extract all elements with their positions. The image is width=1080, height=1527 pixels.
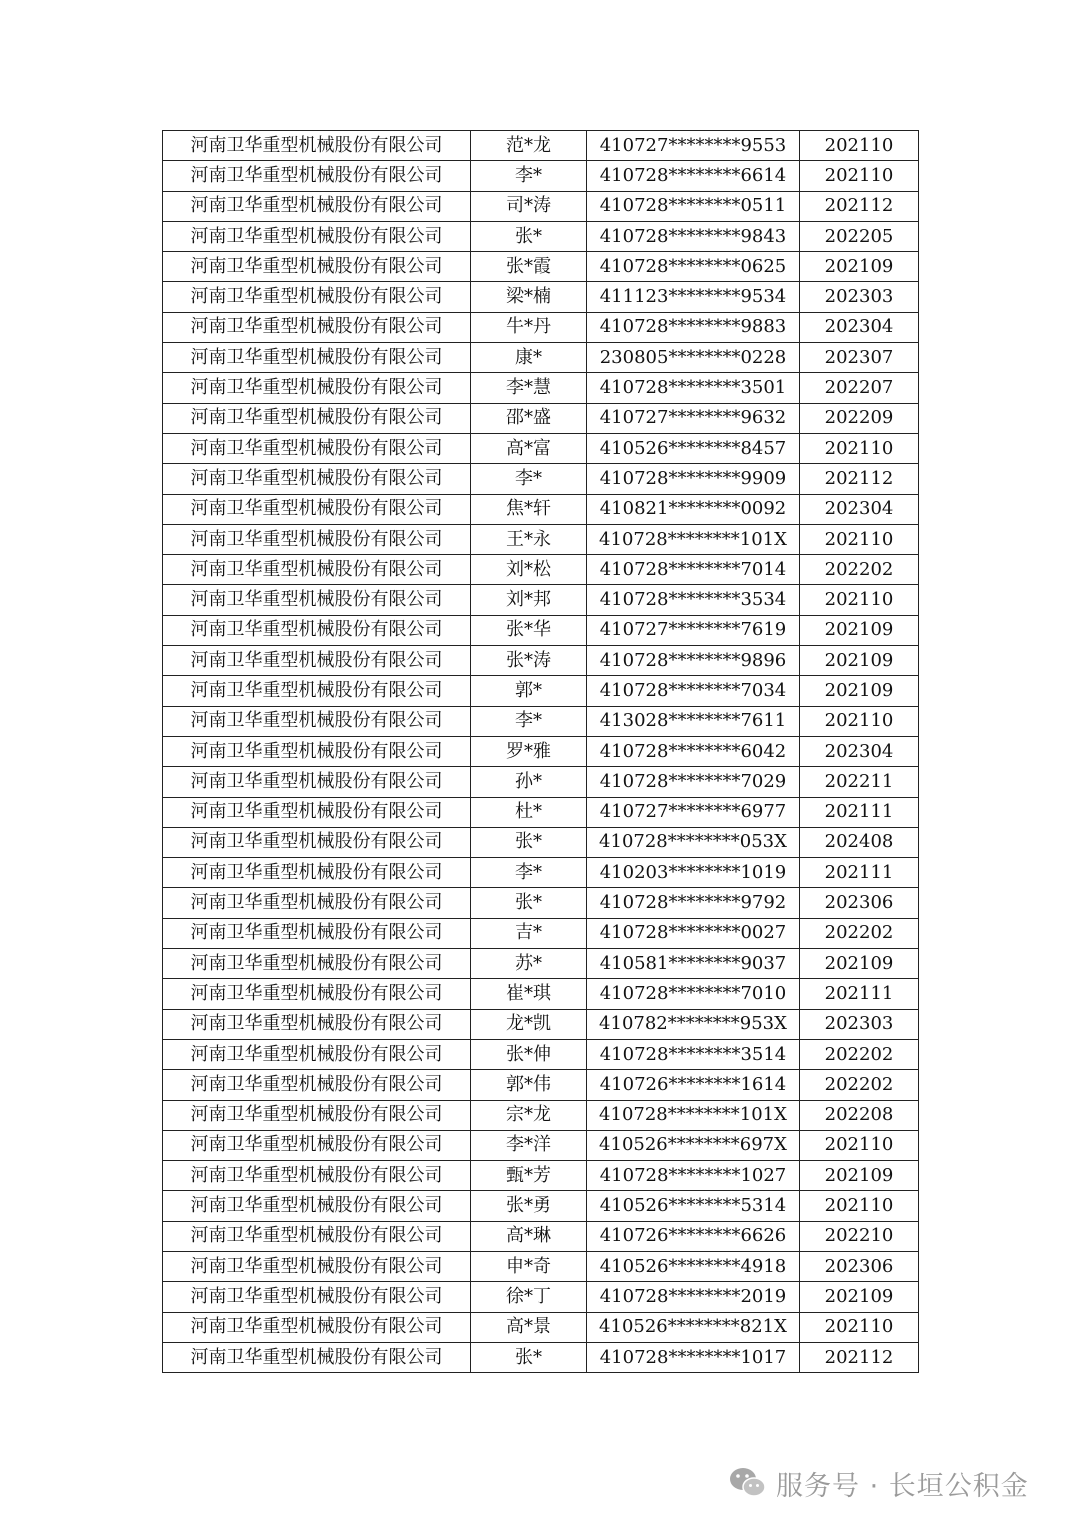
id-number-cell: 410728********2019 [587,1282,800,1312]
table-row [163,1039,919,1069]
name-cell: 李* [471,464,587,494]
name-cell: 焦*轩 [471,494,587,524]
month-cell: 202304 [800,312,919,342]
id-number-cell: 410728********9843 [587,221,800,251]
company-cell: 河南卫华重型机械股份有限公司 [163,676,471,706]
company-cell: 河南卫华重型机械股份有限公司 [163,373,471,403]
month-cell: 202209 [800,403,919,433]
name-cell: 张* [471,221,587,251]
month-cell: 202109 [800,1161,919,1191]
company-cell: 河南卫华重型机械股份有限公司 [163,1161,471,1191]
company-cell: 河南卫华重型机械股份有限公司 [163,1282,471,1312]
name-cell: 李*慧 [471,373,587,403]
month-cell: 202110 [800,1312,919,1342]
table-row [163,888,919,918]
id-number-cell: 410728********9883 [587,312,800,342]
table-row [163,1221,919,1251]
id-number-cell: 410728********7034 [587,676,800,706]
name-cell: 李* [471,858,587,888]
company-cell: 河南卫华重型机械股份有限公司 [163,1251,471,1281]
table-row [163,615,919,645]
id-number-cell: 410728********3534 [587,585,800,615]
name-cell: 高*景 [471,1312,587,1342]
table-row [163,1100,919,1130]
month-cell: 202202 [800,918,919,948]
id-number-cell: 410728********0027 [587,918,800,948]
id-number-cell: 410728********3501 [587,373,800,403]
table-row [163,555,919,585]
month-cell: 202109 [800,252,919,282]
company-cell: 河南卫华重型机械股份有限公司 [163,706,471,736]
company-cell: 河南卫华重型机械股份有限公司 [163,252,471,282]
table-row [163,1191,919,1221]
table-row [163,131,919,161]
company-cell: 河南卫华重型机械股份有限公司 [163,1009,471,1039]
id-number-cell: 410728********0511 [587,191,800,221]
name-cell: 王*永 [471,524,587,554]
name-cell: 徐*丁 [471,1282,587,1312]
table-row [163,646,919,676]
month-cell: 202109 [800,1282,919,1312]
name-cell: 李*洋 [471,1130,587,1160]
id-number-cell: 410728********7014 [587,555,800,585]
name-cell: 郭*伟 [471,1070,587,1100]
id-number-cell: 410726********1614 [587,1070,800,1100]
table-row [163,312,919,342]
table-row [163,524,919,554]
id-number-cell: 410727********7619 [587,615,800,645]
table-row [163,252,919,282]
company-cell: 河南卫华重型机械股份有限公司 [163,767,471,797]
table-row [163,221,919,251]
company-cell: 河南卫华重型机械股份有限公司 [163,433,471,463]
table-row [163,403,919,433]
table-row [163,373,919,403]
company-cell: 河南卫华重型机械股份有限公司 [163,615,471,645]
month-cell: 202304 [800,736,919,766]
name-cell: 牛*丹 [471,312,587,342]
id-number-cell: 410728********101X [587,1100,800,1130]
id-number-cell: 410581********9037 [587,949,800,979]
table-row [163,464,919,494]
month-cell: 202202 [800,1070,919,1100]
table-row [163,827,919,857]
table-row [163,767,919,797]
table-row [163,343,919,373]
company-cell: 河南卫华重型机械股份有限公司 [163,464,471,494]
table-row [163,797,919,827]
table-row [163,282,919,312]
month-cell: 202307 [800,343,919,373]
company-cell: 河南卫华重型机械股份有限公司 [163,403,471,433]
company-cell: 河南卫华重型机械股份有限公司 [163,161,471,191]
company-cell: 河南卫华重型机械股份有限公司 [163,797,471,827]
name-cell: 张*华 [471,615,587,645]
month-cell: 202110 [800,585,919,615]
table-row [163,1130,919,1160]
month-cell: 202111 [800,797,919,827]
name-cell: 龙*凯 [471,1009,587,1039]
name-cell: 李* [471,161,587,191]
name-cell: 宗*龙 [471,1100,587,1130]
company-cell: 河南卫华重型机械股份有限公司 [163,221,471,251]
month-cell: 202208 [800,1100,919,1130]
company-cell: 河南卫华重型机械股份有限公司 [163,282,471,312]
month-cell: 202303 [800,282,919,312]
company-cell: 河南卫华重型机械股份有限公司 [163,191,471,221]
month-cell: 202408 [800,827,919,857]
id-number-cell: 410821********0092 [587,494,800,524]
name-cell: 范*龙 [471,131,587,161]
table-row [163,1342,919,1372]
watermark-text: 服务号 · 长垣公积金 [776,1470,1029,1502]
month-cell: 202111 [800,858,919,888]
table-row [163,1312,919,1342]
id-number-cell: 410726********6626 [587,1221,800,1251]
company-cell: 河南卫华重型机械股份有限公司 [163,736,471,766]
company-cell: 河南卫华重型机械股份有限公司 [163,312,471,342]
name-cell: 甄*芳 [471,1161,587,1191]
table-row [163,191,919,221]
name-cell: 张* [471,888,587,918]
company-cell: 河南卫华重型机械股份有限公司 [163,1312,471,1342]
month-cell: 202303 [800,1009,919,1039]
table-row [163,494,919,524]
month-cell: 202211 [800,767,919,797]
id-number-cell: 410728********053X [587,827,800,857]
id-number-cell: 410782********953X [587,1009,800,1039]
company-cell: 河南卫华重型机械股份有限公司 [163,1191,471,1221]
month-cell: 202110 [800,706,919,736]
table-row [163,1161,919,1191]
name-cell: 邵*盛 [471,403,587,433]
table-row [163,706,919,736]
month-cell: 202112 [800,1342,919,1372]
watermark [728,1463,1029,1503]
id-number-cell: 410728********6614 [587,161,800,191]
name-cell: 崔*琪 [471,979,587,1009]
id-number-cell: 410728********9896 [587,646,800,676]
table-row [163,949,919,979]
name-cell: 李* [471,706,587,736]
company-cell: 河南卫华重型机械股份有限公司 [163,1039,471,1069]
table-row [163,1009,919,1039]
month-cell: 202202 [800,1039,919,1069]
id-number-cell: 410728********7010 [587,979,800,1009]
id-number-cell: 410728********6042 [587,736,800,766]
id-number-cell: 410728********0625 [587,252,800,282]
name-cell: 梁*楠 [471,282,587,312]
name-cell: 张* [471,827,587,857]
month-cell: 202306 [800,888,919,918]
month-cell: 202109 [800,676,919,706]
name-cell: 高*琳 [471,1221,587,1251]
name-cell: 申*奇 [471,1251,587,1281]
name-cell: 刘*邦 [471,585,587,615]
name-cell: 张*伸 [471,1039,587,1069]
month-cell: 202306 [800,1251,919,1281]
company-cell: 河南卫华重型机械股份有限公司 [163,1221,471,1251]
month-cell: 202207 [800,373,919,403]
id-number-cell: 410727********9553 [587,131,800,161]
id-number-cell: 410728********101X [587,524,800,554]
month-cell: 202109 [800,615,919,645]
table-row [163,676,919,706]
name-cell: 孙* [471,767,587,797]
table-row [163,1070,919,1100]
id-number-cell: 410526********4918 [587,1251,800,1281]
company-cell: 河南卫华重型机械股份有限公司 [163,131,471,161]
company-cell: 河南卫华重型机械股份有限公司 [163,979,471,1009]
id-number-cell: 410526********821X [587,1312,800,1342]
name-cell: 康* [471,343,587,373]
table-row [163,1282,919,1312]
month-cell: 202110 [800,1191,919,1221]
name-cell: 司*涛 [471,191,587,221]
company-cell: 河南卫华重型机械股份有限公司 [163,858,471,888]
month-cell: 202110 [800,161,919,191]
table-row [163,1251,919,1281]
month-cell: 202110 [800,433,919,463]
name-cell: 罗*雅 [471,736,587,766]
company-cell: 河南卫华重型机械股份有限公司 [163,1070,471,1100]
table-row [163,736,919,766]
month-cell: 202205 [800,221,919,251]
id-number-cell: 410728********3514 [587,1039,800,1069]
id-number-cell: 410203********1019 [587,858,800,888]
table-row [163,979,919,1009]
name-cell: 刘*松 [471,555,587,585]
table-row [163,585,919,615]
company-cell: 河南卫华重型机械股份有限公司 [163,1130,471,1160]
table-row [163,858,919,888]
name-cell: 高*富 [471,433,587,463]
company-cell: 河南卫华重型机械股份有限公司 [163,646,471,676]
table-row [163,161,919,191]
company-cell: 河南卫华重型机械股份有限公司 [163,1342,471,1372]
id-number-cell: 410526********8457 [587,433,800,463]
company-cell: 河南卫华重型机械股份有限公司 [163,585,471,615]
month-cell: 202111 [800,979,919,1009]
id-number-cell: 410526********5314 [587,1191,800,1221]
month-cell: 202110 [800,131,919,161]
id-number-cell: 410727********6977 [587,797,800,827]
id-number-cell: 410727********9632 [587,403,800,433]
company-cell: 河南卫华重型机械股份有限公司 [163,494,471,524]
company-cell: 河南卫华重型机械股份有限公司 [163,827,471,857]
name-cell: 张*勇 [471,1191,587,1221]
month-cell: 202110 [800,1130,919,1160]
month-cell: 202210 [800,1221,919,1251]
company-cell: 河南卫华重型机械股份有限公司 [163,343,471,373]
name-cell: 张*霞 [471,252,587,282]
company-cell: 河南卫华重型机械股份有限公司 [163,888,471,918]
name-cell: 吉* [471,918,587,948]
id-number-cell: 411123********9534 [587,282,800,312]
id-number-cell: 410728********7029 [587,767,800,797]
table-body [163,131,919,1373]
id-number-cell: 413028********7611 [587,706,800,736]
month-cell: 202304 [800,494,919,524]
id-number-cell: 230805********0228 [587,343,800,373]
id-number-cell: 410728********9909 [587,464,800,494]
month-cell: 202112 [800,191,919,221]
month-cell: 202109 [800,949,919,979]
month-cell: 202109 [800,646,919,676]
company-cell: 河南卫华重型机械股份有限公司 [163,555,471,585]
company-cell: 河南卫华重型机械股份有限公司 [163,1100,471,1130]
table-row [163,433,919,463]
name-cell: 张*涛 [471,646,587,676]
company-cell: 河南卫华重型机械股份有限公司 [163,918,471,948]
name-cell: 杜* [471,797,587,827]
id-number-cell: 410526********697X [587,1130,800,1160]
id-number-cell: 410728********1027 [587,1161,800,1191]
member-table [162,130,919,1373]
wechat-icon [728,1466,768,1500]
company-cell: 河南卫华重型机械股份有限公司 [163,524,471,554]
company-cell: 河南卫华重型机械股份有限公司 [163,949,471,979]
name-cell: 郭* [471,676,587,706]
id-number-cell: 410728********1017 [587,1342,800,1372]
id-number-cell: 410728********9792 [587,888,800,918]
table-row [163,918,919,948]
name-cell: 张* [471,1342,587,1372]
month-cell: 202202 [800,555,919,585]
month-cell: 202110 [800,524,919,554]
name-cell: 苏* [471,949,587,979]
month-cell: 202112 [800,464,919,494]
